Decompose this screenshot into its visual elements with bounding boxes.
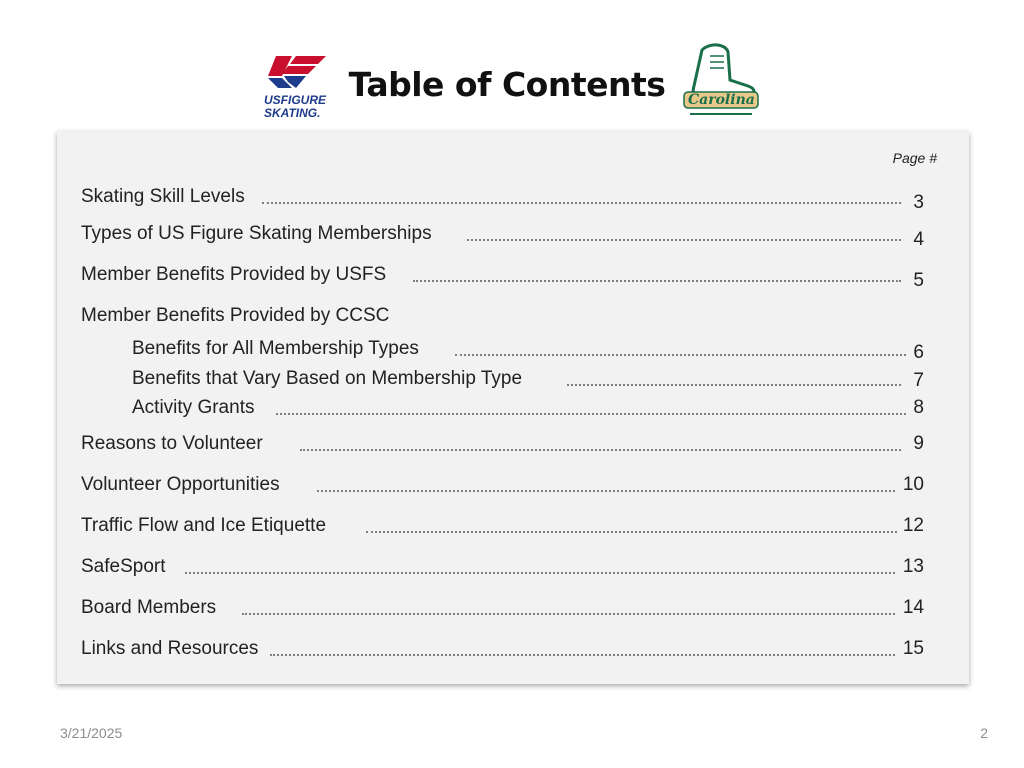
svg-text:SKATING.: SKATING. (264, 106, 321, 120)
footer-date: 3/21/2025 (60, 725, 123, 741)
dot-leader (270, 654, 895, 656)
toc-section-heading[interactable] (57, 305, 969, 331)
toc-entry[interactable] (57, 638, 969, 664)
toc-entry-page: 7 (913, 370, 924, 391)
svg-text:USFIGURE: USFIGURE (264, 93, 327, 107)
toc-entry[interactable] (57, 264, 969, 290)
dot-leader (242, 613, 895, 615)
dot-leader (276, 413, 906, 415)
slide-number: 2 (980, 725, 988, 741)
toc-entry-page: 14 (902, 597, 924, 618)
dot-leader (455, 354, 906, 356)
toc-entry-label: Links and Resources (81, 638, 259, 659)
toc-entry[interactable] (57, 223, 969, 249)
toc-entry[interactable] (57, 515, 969, 541)
toc-entry-label: Types of US Figure Skating Memberships (81, 223, 432, 244)
toc-entry-label: Member Benefits Provided by USFS (81, 264, 387, 285)
toc-entry-label: Volunteer Opportunities (81, 474, 280, 495)
toc-entry[interactable] (57, 556, 969, 582)
dot-leader (467, 239, 901, 241)
dot-leader (185, 572, 895, 574)
toc-entry-label: Member Benefits Provided by CCSC (81, 305, 390, 326)
toc-entry-label: Traffic Flow and Ice Etiquette (81, 515, 327, 536)
dot-leader (366, 531, 897, 533)
toc-entry-label: Benefits that Vary Based on Membership Type (132, 368, 523, 389)
toc-entry-page: 4 (913, 229, 924, 250)
page-title: Table of Contents (348, 65, 666, 104)
toc-entry-page: 12 (902, 515, 924, 536)
toc-entry-label: Reasons to Volunteer (81, 433, 263, 454)
dot-leader (567, 384, 901, 386)
toc-entry-label: Benefits for All Membership Types (132, 338, 419, 359)
toc-subentry[interactable] (57, 338, 969, 364)
dot-leader (300, 449, 901, 451)
dot-leader (413, 280, 901, 282)
toc-entry-page: 3 (913, 192, 924, 213)
toc-entry-page: 8 (913, 397, 924, 418)
toc-entry-page: 5 (913, 270, 924, 291)
toc-entry[interactable] (57, 186, 969, 212)
toc-entry-label: SafeSport (81, 556, 166, 577)
toc-entry-page: 9 (913, 433, 924, 454)
central-carolina-skating-club-logo (680, 42, 762, 120)
toc-entry-page: 15 (902, 638, 924, 659)
toc-entry-label: Activity Grants (132, 397, 255, 418)
table-of-contents-panel (57, 131, 969, 684)
dot-leader (262, 202, 901, 204)
toc-entry-page: 6 (913, 342, 924, 363)
page-number-header: Page # (892, 150, 937, 166)
toc-subentry[interactable] (57, 368, 969, 394)
svg-text:Carolina: Carolina (688, 92, 755, 108)
toc-entry-page: 13 (902, 556, 924, 577)
toc-subentry[interactable] (57, 397, 969, 423)
dot-leader (317, 490, 895, 492)
toc-entry-label: Board Members (81, 597, 217, 618)
toc-entry-page: 10 (902, 474, 924, 495)
toc-entry[interactable] (57, 474, 969, 500)
toc-entry[interactable] (57, 597, 969, 623)
us-figure-skating-logo (262, 54, 328, 122)
toc-entry[interactable] (57, 433, 969, 459)
toc-entry-label: Skating Skill Levels (81, 186, 245, 207)
